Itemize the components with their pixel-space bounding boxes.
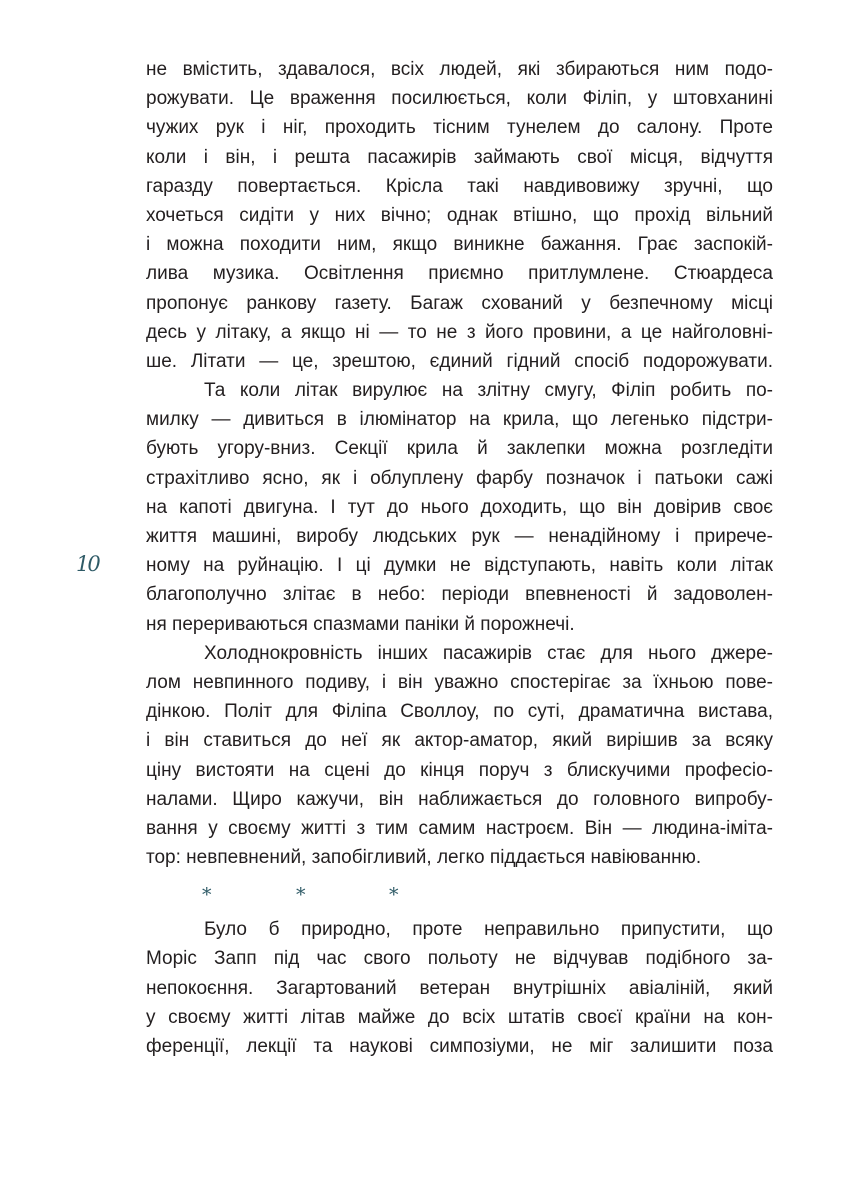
text-line: життя машині, виробу людських рук — ненадійному і прирече-	[146, 526, 773, 547]
paragraph-1	[146, 55, 773, 376]
text-line: ше. Літати — це, зрештою, єдиний гідний спосіб подорожувати.	[146, 350, 773, 372]
text-line: бують угору-вниз. Секції крила й заклепки можна розгледіти	[146, 438, 773, 460]
text-line: милку — дивиться в ілюмінатор на крила, що легенько підстри-	[146, 409, 773, 431]
text-line: непокоєння. Загартований ветеран внутрішніх авіаліній, який	[146, 977, 773, 999]
text-line: коли і він, і решта пасажирів займають свої місця, відчуття	[146, 146, 773, 168]
text-line: налами. Щиро кажучи, він наближається до головного випробу-	[146, 788, 773, 810]
asterisk-ornament: *	[296, 884, 306, 907]
text-line: страхітливо ясно, як і облуплену фарбу позначок і патьоки сажі	[146, 467, 773, 489]
paragraph-2	[146, 376, 773, 639]
text-line: Та коли літак вирулює на злітну смугу, Філіп робить по-	[204, 380, 773, 402]
text-line: у своєму житті літав майже до всіх штатів своєї країни на кон-	[146, 1006, 773, 1028]
text-line: пропонує ранкову газету. Багаж схований у безпечному місці	[146, 292, 773, 314]
text-line: благополучно злітає в небо: періоди впевненості й задоволен-	[146, 584, 773, 606]
text-line: тор: невпевнений, запобігливий, легко піддається навіюванню.	[146, 847, 702, 869]
text-line: десь у літаку, а якщо ні — то не з його провини, а це найголовні-	[146, 321, 773, 343]
text-line: Холоднокровність інших пасажирів стає для нього джере-	[204, 642, 773, 664]
text-line: Моріс Запп під час свого польоту не відчував подібного за-	[146, 948, 773, 970]
text-line: і можна походити ним, якщо виникне бажання. Грає заспокій-	[146, 234, 773, 256]
text-line: вання у своєму житті з тим самим настроєм. Він — людина-іміта-	[146, 817, 773, 839]
text-line: дінкою. Політ для Філіпа Своллоу, по суті, драматична вистава,	[146, 701, 773, 723]
text-line: лива музика. Освітлення приємно притлумлене. Стюардеса	[146, 263, 773, 285]
paragraph-4	[146, 915, 773, 1061]
paragraph-3	[146, 639, 773, 873]
text-line: гаразду повертається. Крісла такі навдивовижу зручні, що	[146, 175, 773, 197]
text-line: ференції, лекції та наукові симпозіуми, не міг залишити поза	[146, 1036, 773, 1057]
text-line: хочеться сидіти у них вічно; однак втішно, що прохід вільний	[146, 204, 773, 226]
text-line: Було б природно, проте неправильно припустити, що	[204, 919, 773, 941]
text-line: чужих рук і ніг, проходить тісним тунелем до салону. Проте	[146, 117, 773, 139]
text-line: лом невпинного подиву, і він уважно спостерігає за їхньою пове-	[146, 671, 773, 693]
section-break	[146, 872, 773, 915]
page-number: 10	[76, 552, 99, 576]
text-line: ціну вистояти на сцені до кінця поруч з блискучими професіо-	[146, 759, 773, 781]
text-line: не вмістить, здавалося, всіх людей, які збираються ним подо-	[146, 59, 773, 80]
text-line: ному на руйнацію. І ці думки не відступають, навіть коли літак	[146, 555, 773, 577]
body-text	[146, 55, 773, 1061]
asterisk-ornament: *	[202, 884, 212, 907]
text-line: на капоті двигуна. І тут до нього доходить, що він довірив своє	[146, 496, 773, 518]
text-line: ня перериваються спазмами паніки й порожнечі.	[146, 613, 575, 635]
text-line: рожувати. Це враження посилюється, коли Філіп, у штовханині	[146, 88, 773, 110]
asterisk-ornament: *	[389, 884, 399, 907]
text-line: і він ставиться до неї як актор-аматор, який вирішив за всяку	[146, 730, 773, 752]
